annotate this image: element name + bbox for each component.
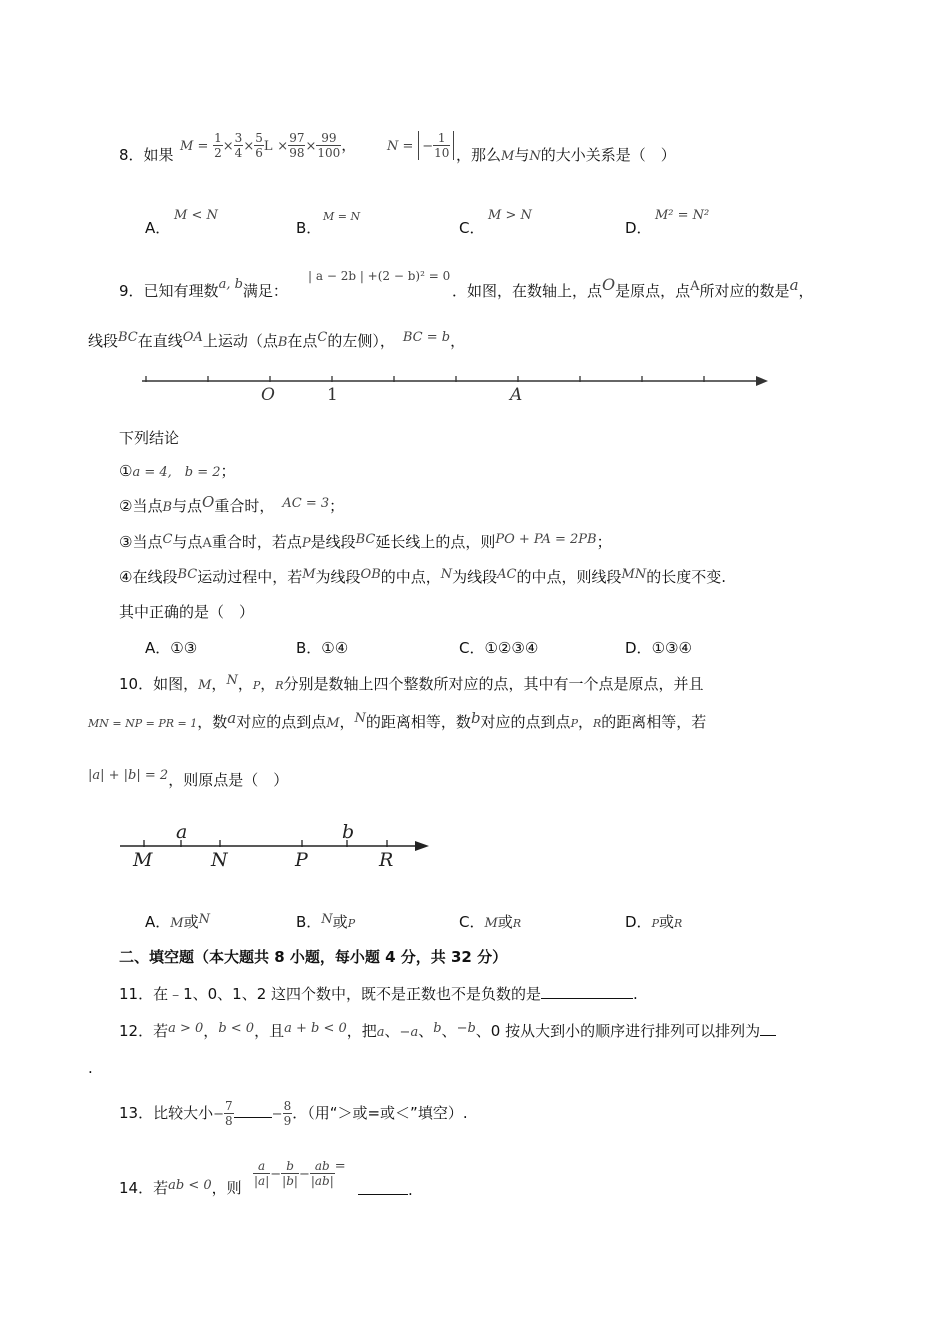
frac-7-8: $\frac{7}{8}$ [225,1099,233,1128]
axis-label-o: O [261,385,275,405]
frac-8-9: $\frac{8}{9}$ [283,1099,292,1128]
q9-equation: | a − 2b | +(2 − b)² = 0 [308,269,451,283]
axis-label-n: N [211,849,228,871]
q8-option-d[interactable]: D． [625,219,652,237]
q8-option-a[interactable]: A． [145,219,171,237]
q9-stem-line1: 9．已知有理数a, b满足： [119,277,288,300]
frac-3-4: $\frac{3}{4}$ [234,131,243,160]
q12-number: 12． [119,1022,154,1040]
q11-answer-blank[interactable] [541,982,633,999]
q9-conclusion-2: ②当点B与点O重合时， AC = 3； [119,493,345,515]
q11-number: 11． [119,985,154,1003]
q8-option-b[interactable]: B． [296,219,322,237]
q14-expression: $\frac{a}{|a|}$ − $\frac{b}{|b|}$ − $\frac{ab}{|ab|}$ = [254,1159,346,1188]
q8-option-c[interactable]: C． [459,219,485,237]
q14-number: 14． [119,1179,154,1197]
q8-m-formula: M = $\frac{1}{2}$ × $\frac{3}{4}$ × $\frac{5}{6}$ L × $\frac{97}{98}$ × $\frac{99}{100}$ ， [180,131,357,160]
q8-n-formula: N = − $\frac{1}{10}$ [387,120,454,170]
q9-number-line [130,368,780,408]
axis-label-p: P [295,849,308,871]
q14-answer: . [358,1178,413,1200]
q8-number: 8． [119,146,144,164]
q12-answer-blank[interactable] [760,1019,776,1036]
q9-conclusion-3: ③当点C与点A重合时，若点P是线段BC延长线上的点，则PO + PA = 2PB； [119,532,612,551]
q10-stem-line1: 10．如图，M，N，P，R分别是数轴上四个整数所对应的点，其中有一个点是原点，并且 [119,673,704,693]
axis-arrow [756,376,768,386]
frac-5-6: $\frac{5}{6}$ [255,131,263,160]
axis-arrow [415,841,429,851]
q10-option-b[interactable]: B．N或P [296,912,356,931]
q9-conclusion-4: ④在线段BC运动过程中，若M为线段OB的中点，N为线段AC的中点，则线段MN的长度不变. [119,567,726,586]
axis-label-a: a [176,821,188,843]
q10-stem-line2: MN = NP = PR = 1，数a对应的点到点M，N的距离相等，数b对应的点到点P，R的距离相等，若 [88,709,707,731]
q9-option-a[interactable]: A．①③ [145,639,198,657]
q10-option-a[interactable]: A．M或N [145,912,210,931]
q9-question: 其中正确的是（ ） [119,603,255,621]
q11: 11．在﹣1、0、1、2 这四个数中，既不是正数也不是负数的是 . [119,982,638,1004]
q9-number: 9． [119,282,144,300]
q13: 13．比较大小− $\frac{7}{8}$ − $\frac{8}{9}$ ．（用“＞或=或＜”填空）. [119,1093,468,1129]
q14-answer-blank[interactable] [358,1178,408,1195]
q9-stem-line1-tail: ．如图，在数轴上，点O是原点，点A所对应的数是a， [452,275,814,300]
axis-label-r: R [379,849,394,871]
q12: 12．若a > 0，b < 0，且a + b < 0，把a、−a、b、−b、0 按从大到小的顺序进行排列可以排列为 [119,1019,776,1043]
q10-option-c[interactable]: C．M或R [459,913,522,931]
q9-option-b[interactable]: B．①④ [296,639,349,657]
q9-option-c[interactable]: C．①②③④ [459,639,539,657]
q9-conclusions-title: 下列结论 [119,429,180,447]
q13-answer-blank[interactable] [234,1093,272,1118]
q13-number: 13． [119,1104,154,1122]
q10-option-d[interactable]: D．P或R [625,913,683,931]
axis-label-b: b [342,821,355,843]
frac-1-2: $\frac{1}{2}$ [214,131,222,160]
frac-99-100: $\frac{99}{100}$ [317,131,341,160]
axis-label-1: 1 [327,385,338,405]
q10-stem-line3: |a| + |b| = 2，则原点是（ ） [88,768,289,789]
q9-stem-line2: 线段BC在直线OA上运动（点B在点C的左侧）， BC = b， [88,330,466,350]
q14-lead: 14．若ab < 0，则 [119,1178,242,1197]
q12-end: . [88,1059,93,1077]
frac-97-98: $\frac{97}{98}$ [289,131,305,160]
q10-number-line [115,820,440,874]
q9-conclusion-1: ①a = 4, b = 2； [119,462,236,480]
q8-stem: 8．如果 [119,146,174,164]
q8-stem-tail: ，那么M与N的大小关系是（ ） [456,146,676,164]
axis-label-m: M [133,849,153,871]
q9-option-d[interactable]: D．①③④ [625,639,692,657]
section-2-title: 二、填空题（本大题共 8 小题，每小题 4 分，共 32 分） [119,948,508,966]
axis-label-a: A [510,385,523,405]
q10-number: 10． [119,675,154,693]
